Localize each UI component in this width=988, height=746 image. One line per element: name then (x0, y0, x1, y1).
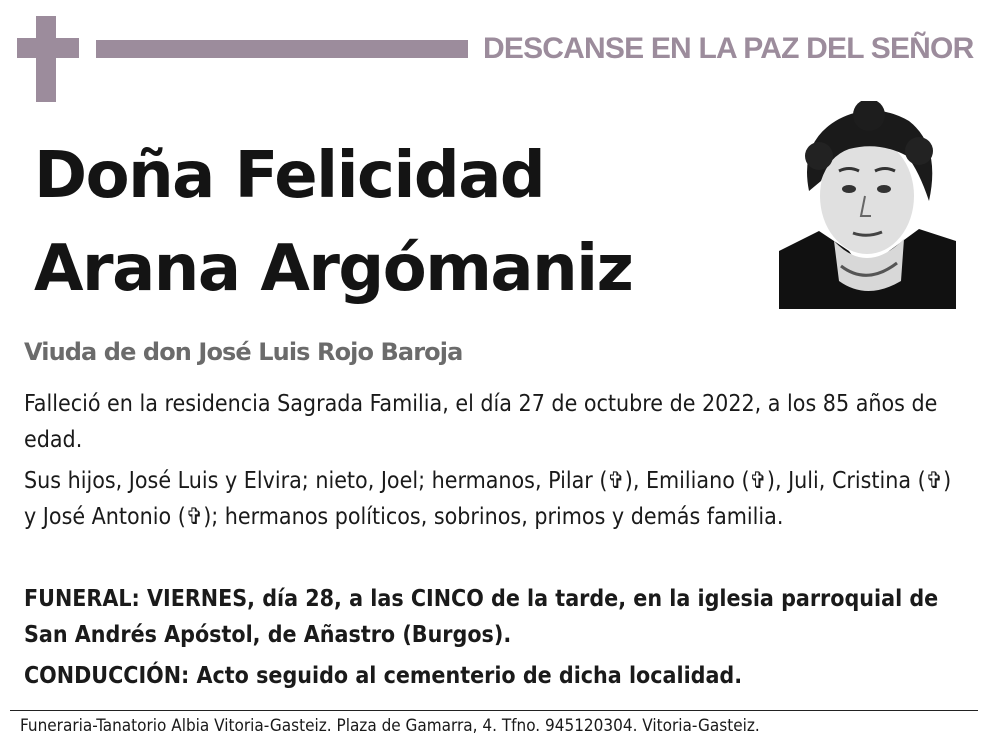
footer-divider (10, 710, 978, 711)
procession-paragraph: CONDUCCIÓN: Acto seguido al cementerio de dicha localidad. (24, 663, 743, 689)
deceased-name-line1: Doña Felicidad (34, 139, 545, 213)
rest-in-peace-heading: DESCANSE EN LA PAZ DEL SEÑOR (483, 32, 974, 65)
funeral-home-footer: Funeraria-Tanatorio Albia Vitoria-Gasteiz. Plaza de Gamarra, 4. Tfno. 945120304. Vitoria-Gasteiz. (20, 716, 760, 736)
widow-of-line: Viuda de don José Luis Rojo Baroja (24, 338, 463, 366)
deceased-name-line2: Arana Argómaniz (34, 232, 633, 306)
deceased-portrait-photo (779, 101, 956, 309)
family-paragraph: Sus hijos, José Luis y Elvira; nieto, Joel; hermanos, Pilar (✞), Emiliano (✞), Juli, Cristina (✞) y José Antonio (✞); hermanos políticos, sobrinos, primos y demás familia. (24, 468, 952, 530)
death-notice-paragraph: Falleció en la residencia Sagrada Familia, el día 27 de octubre de 2022, a los 85 años de edad. (24, 391, 938, 453)
deceased-name (34, 130, 632, 316)
cross-icon-vertical (36, 16, 56, 102)
header-divider-bar (96, 40, 468, 58)
cross-icon-horizontal (17, 38, 79, 58)
funeral-paragraph: FUNERAL: VIERNES, día 28, a las CINCO de la tarde, en la iglesia parroquial de San Andrés Apóstol, de Añastro (Burgos). (24, 586, 939, 648)
